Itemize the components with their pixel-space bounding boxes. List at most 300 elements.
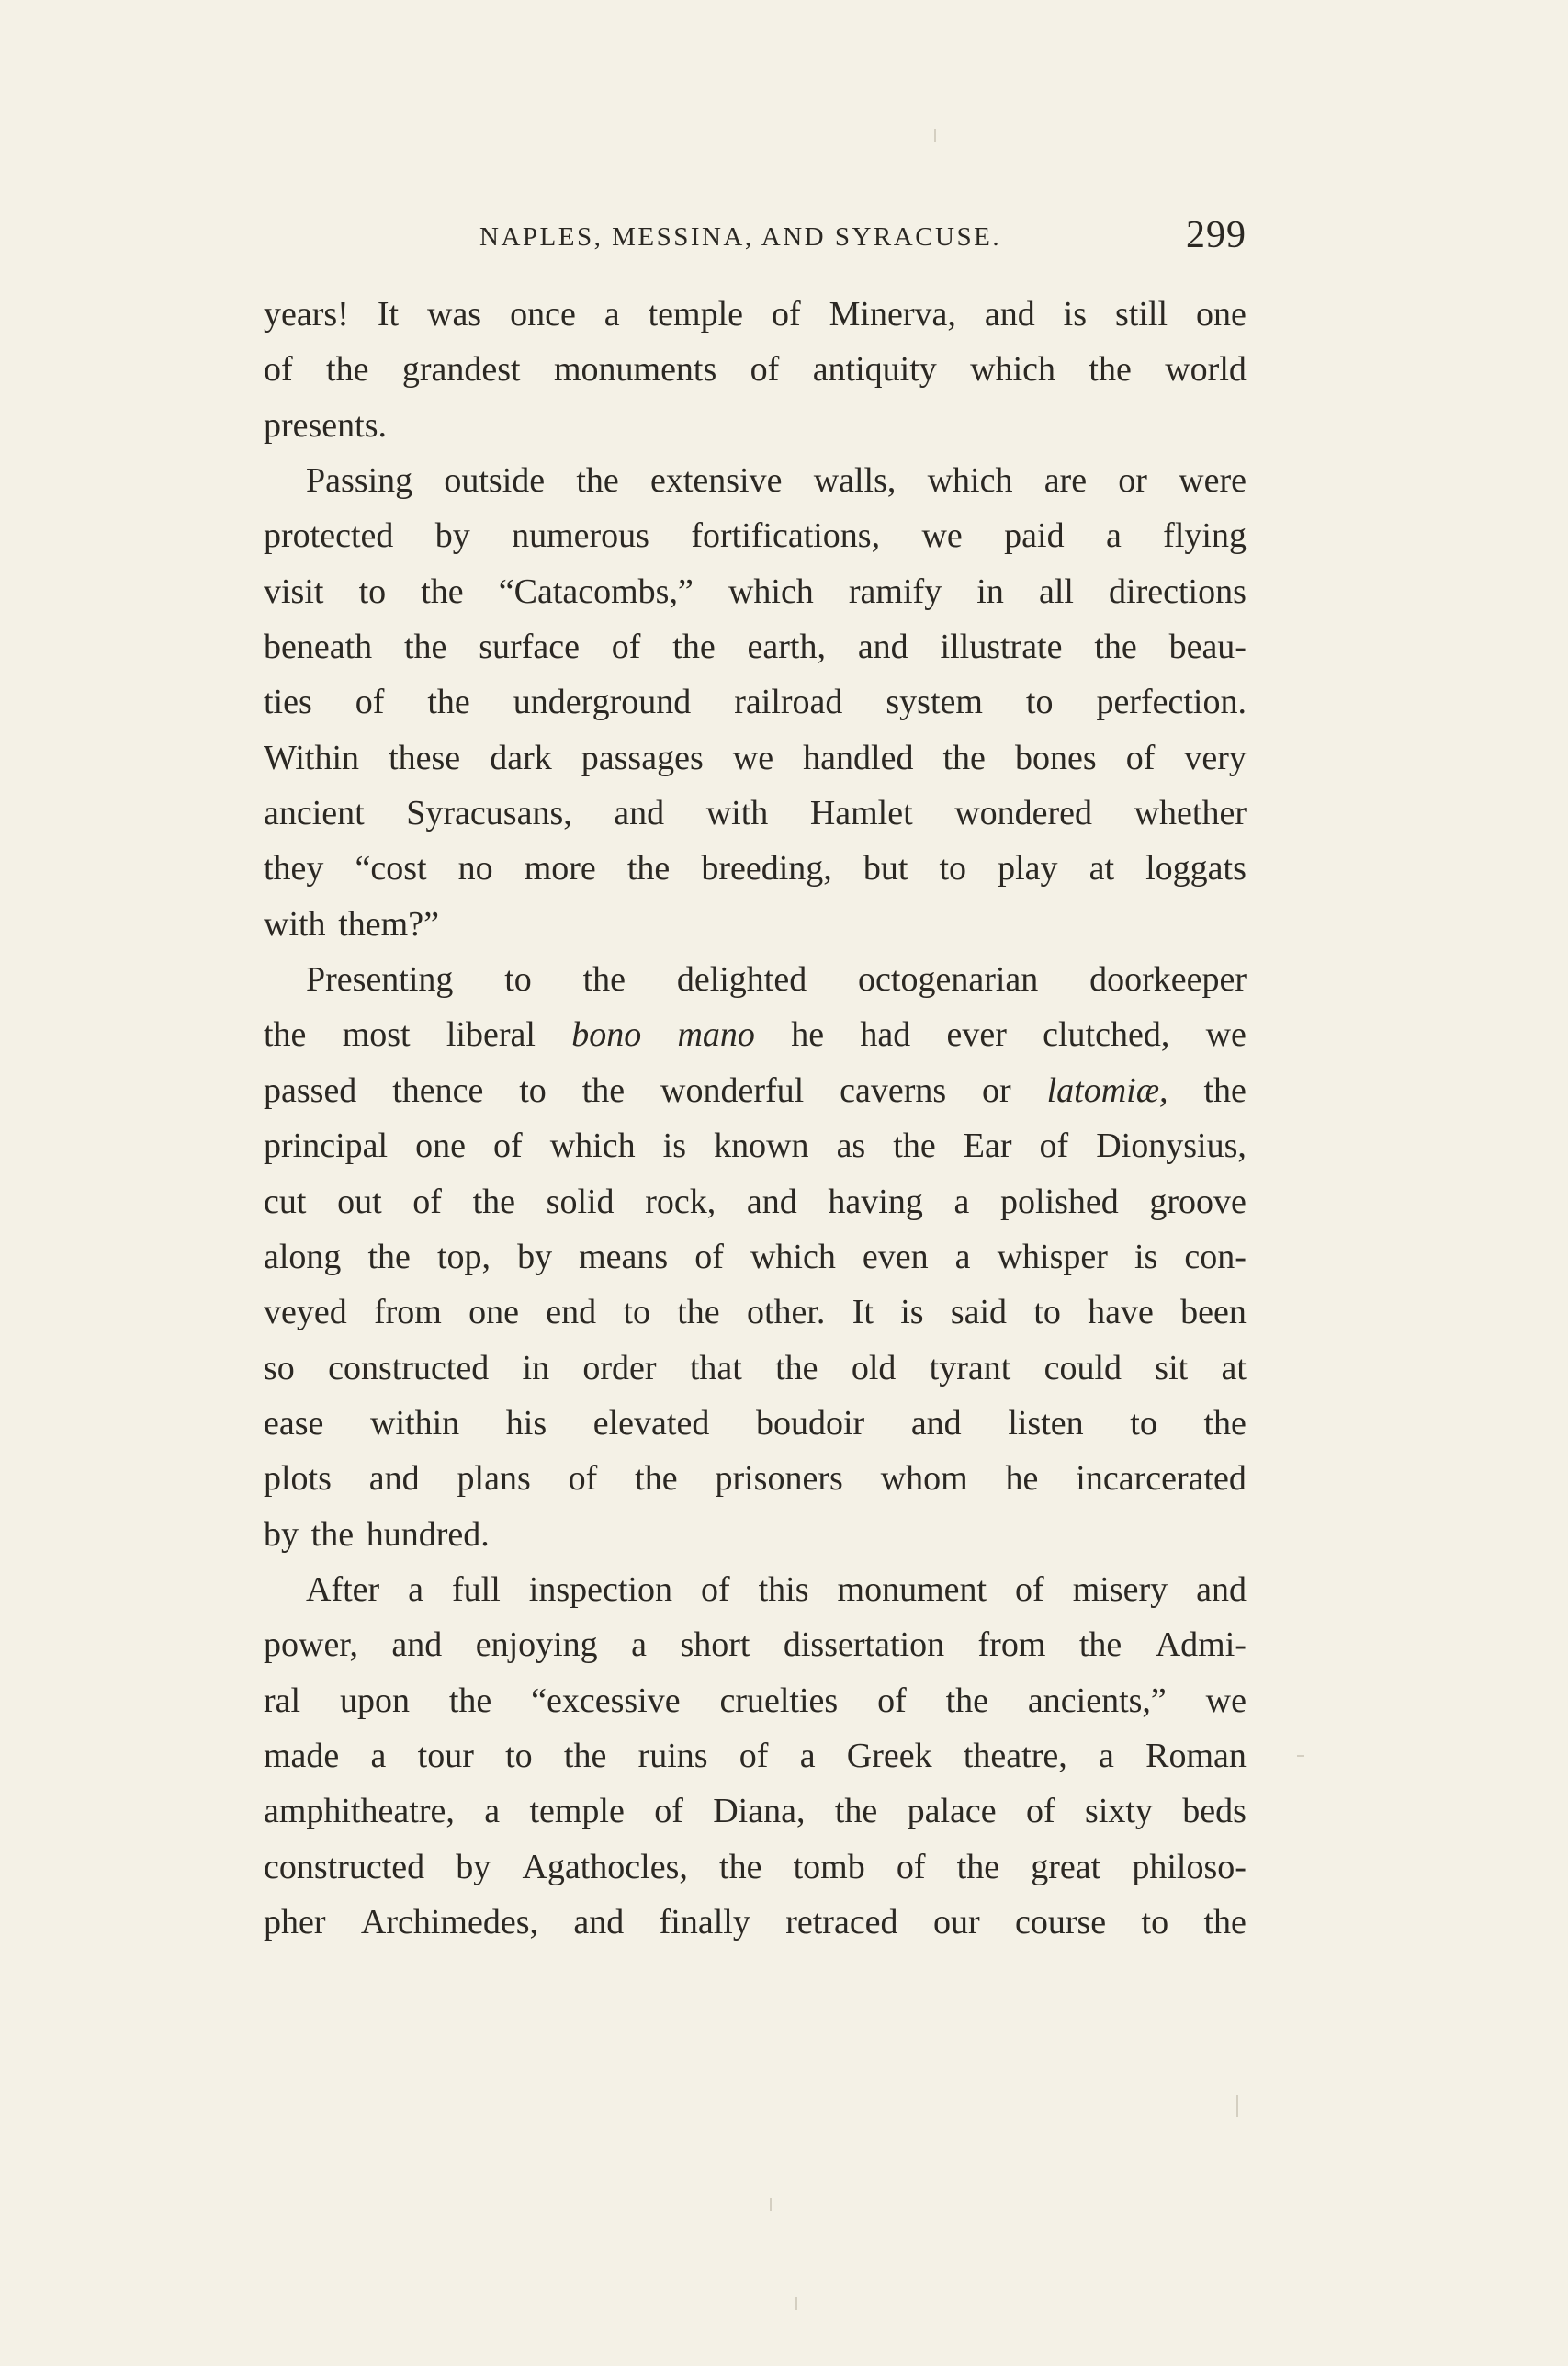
word: by bbox=[456, 1847, 491, 1886]
word: a bbox=[631, 1625, 647, 1665]
text-line bbox=[264, 453, 1247, 508]
word: of bbox=[739, 1736, 769, 1775]
word: system bbox=[886, 683, 983, 722]
paper-speck bbox=[1297, 1755, 1304, 1757]
word: having bbox=[828, 1182, 923, 1221]
word: the bbox=[945, 1681, 989, 1720]
word: beds bbox=[1182, 1792, 1247, 1831]
word: play bbox=[998, 849, 1058, 889]
word: illustrate bbox=[940, 628, 1063, 667]
word: the bbox=[956, 1847, 1000, 1886]
word: have bbox=[1088, 1293, 1154, 1332]
word: a bbox=[799, 1736, 816, 1775]
word: we bbox=[921, 516, 963, 556]
word: our bbox=[932, 1902, 980, 1941]
text-line bbox=[264, 730, 1247, 786]
word: Roman bbox=[1145, 1736, 1247, 1775]
text-line bbox=[264, 841, 1247, 896]
word: is bbox=[1134, 1237, 1158, 1276]
word: Ear bbox=[963, 1126, 1012, 1166]
word: one bbox=[468, 1293, 520, 1332]
word: to bbox=[519, 1070, 547, 1110]
word: monuments bbox=[553, 350, 717, 390]
paper-speck bbox=[795, 2297, 797, 2310]
word: them?” bbox=[338, 904, 439, 944]
word: full bbox=[452, 1569, 501, 1609]
word: Minerva, bbox=[829, 295, 956, 334]
word: inspection bbox=[528, 1569, 672, 1609]
word: handled bbox=[803, 738, 914, 777]
word: a bbox=[953, 1182, 970, 1221]
word: directions bbox=[1109, 572, 1247, 611]
word: cut bbox=[264, 1182, 307, 1221]
text-line bbox=[264, 287, 1247, 342]
word: ramify bbox=[848, 572, 942, 611]
italic-word: mano bbox=[677, 1015, 755, 1055]
word: temple bbox=[648, 295, 744, 334]
word: the bbox=[367, 1237, 411, 1276]
word: to bbox=[505, 1736, 533, 1775]
word: groove bbox=[1149, 1182, 1247, 1221]
word: means bbox=[579, 1237, 669, 1276]
text-line bbox=[264, 1840, 1247, 1895]
word: delighted bbox=[676, 960, 807, 1000]
word: one bbox=[1196, 295, 1247, 334]
word: and bbox=[614, 794, 665, 833]
word: more bbox=[524, 849, 596, 889]
word: finally bbox=[659, 1902, 750, 1941]
word: other. bbox=[746, 1293, 826, 1332]
word: one bbox=[415, 1126, 466, 1166]
word: of bbox=[694, 1237, 724, 1276]
word: were bbox=[1179, 461, 1247, 501]
word: fortifications, bbox=[691, 516, 881, 556]
word: Hamlet bbox=[809, 794, 913, 833]
word: retraced bbox=[785, 1902, 898, 1941]
word: After bbox=[306, 1569, 380, 1609]
word: of bbox=[493, 1126, 523, 1166]
word: order bbox=[582, 1348, 657, 1387]
word: Within bbox=[264, 738, 360, 777]
word: very bbox=[1184, 738, 1247, 777]
word: the bbox=[626, 849, 671, 889]
word: is bbox=[900, 1293, 924, 1332]
word: presents. bbox=[264, 405, 388, 445]
word: palace bbox=[907, 1792, 997, 1831]
word: antiquity bbox=[812, 350, 937, 390]
word: of bbox=[750, 350, 780, 390]
word: short bbox=[680, 1625, 750, 1665]
word: of bbox=[568, 1459, 598, 1499]
word: perfection. bbox=[1096, 683, 1247, 722]
word: to bbox=[623, 1293, 650, 1332]
word: tomb bbox=[793, 1847, 865, 1886]
word: of bbox=[772, 295, 801, 334]
word: the bbox=[1078, 1625, 1122, 1665]
word: made bbox=[264, 1736, 340, 1775]
word: to bbox=[504, 960, 532, 1000]
word: top, bbox=[436, 1237, 491, 1276]
word: hundred. bbox=[366, 1514, 490, 1554]
word: to bbox=[1033, 1293, 1061, 1332]
text-line bbox=[264, 342, 1247, 397]
word: which bbox=[728, 572, 814, 611]
italic-word: latomiæ, bbox=[1046, 1070, 1168, 1110]
text-line bbox=[264, 1007, 1247, 1062]
word: of bbox=[896, 1847, 926, 1886]
word: the bbox=[635, 1459, 678, 1499]
word: he bbox=[791, 1015, 825, 1055]
word: temple bbox=[529, 1792, 625, 1831]
word: a bbox=[484, 1792, 501, 1831]
word: of bbox=[611, 628, 641, 667]
body-text bbox=[264, 287, 1247, 1950]
word: by bbox=[264, 1514, 299, 1554]
word: ancients,” bbox=[1027, 1681, 1167, 1720]
word: protected bbox=[264, 516, 394, 556]
text-line bbox=[264, 1728, 1247, 1783]
word: this bbox=[758, 1569, 809, 1609]
word: with bbox=[264, 904, 326, 944]
word: rock, bbox=[645, 1182, 716, 1221]
word: Agathocles, bbox=[522, 1847, 688, 1886]
word: loggats bbox=[1145, 849, 1247, 889]
word: the bbox=[677, 1293, 720, 1332]
text-line bbox=[264, 1118, 1247, 1173]
word: to bbox=[1141, 1902, 1169, 1941]
word: from bbox=[374, 1293, 442, 1332]
word: con- bbox=[1184, 1237, 1247, 1276]
text-line bbox=[264, 619, 1247, 674]
word: walls, bbox=[813, 461, 897, 501]
text-line bbox=[264, 1285, 1247, 1340]
word: of bbox=[1015, 1569, 1044, 1609]
word: the bbox=[1089, 350, 1132, 390]
word: ease bbox=[264, 1403, 324, 1443]
word: are bbox=[1043, 461, 1088, 501]
word: had bbox=[860, 1015, 911, 1055]
word: principal bbox=[264, 1126, 389, 1166]
text-line bbox=[264, 897, 1247, 952]
word: whom bbox=[880, 1459, 968, 1499]
word: at bbox=[1221, 1348, 1247, 1387]
word: caverns bbox=[840, 1070, 947, 1110]
running-head bbox=[264, 213, 1247, 268]
word: and bbox=[368, 1459, 420, 1499]
text-line bbox=[264, 1673, 1247, 1728]
word: passed bbox=[264, 1070, 357, 1110]
word: sit bbox=[1155, 1348, 1189, 1387]
word: the bbox=[581, 1070, 626, 1110]
word: said bbox=[950, 1293, 1008, 1332]
word: and bbox=[857, 628, 908, 667]
word: tyrant bbox=[929, 1348, 1011, 1387]
word: tour bbox=[417, 1736, 474, 1775]
word: the bbox=[582, 960, 626, 1000]
word: and bbox=[391, 1625, 443, 1665]
text-line bbox=[264, 674, 1247, 730]
word: pher bbox=[264, 1902, 326, 1941]
paper-speck bbox=[934, 129, 936, 142]
word: of bbox=[264, 350, 293, 390]
word: along bbox=[264, 1237, 342, 1276]
word: the bbox=[421, 572, 464, 611]
word: the bbox=[448, 1681, 492, 1720]
word: monument bbox=[837, 1569, 987, 1609]
text-line bbox=[264, 786, 1247, 841]
word: his bbox=[505, 1403, 547, 1443]
text-line bbox=[264, 1783, 1247, 1839]
word: old bbox=[851, 1348, 897, 1387]
word: which bbox=[549, 1126, 636, 1166]
word: to bbox=[358, 572, 387, 611]
word: cruelties bbox=[719, 1681, 839, 1720]
word: which bbox=[970, 350, 1056, 390]
word: the bbox=[576, 461, 619, 501]
word: numerous bbox=[512, 516, 649, 556]
word: a bbox=[1105, 516, 1122, 556]
word: power, bbox=[264, 1625, 358, 1665]
word: of bbox=[877, 1681, 907, 1720]
text-line bbox=[264, 1562, 1247, 1617]
word: the bbox=[672, 628, 716, 667]
word: “excessive bbox=[531, 1681, 681, 1720]
italic-word: bono bbox=[571, 1015, 642, 1055]
word: theatre, bbox=[963, 1736, 1067, 1775]
word: even bbox=[862, 1237, 929, 1276]
word: is bbox=[1063, 295, 1088, 334]
word: to bbox=[1130, 1403, 1157, 1443]
word: by bbox=[517, 1237, 553, 1276]
text-line bbox=[264, 564, 1247, 619]
word: plans bbox=[457, 1459, 531, 1499]
word: solid bbox=[546, 1182, 615, 1221]
word: that bbox=[689, 1348, 742, 1387]
word: Greek bbox=[846, 1736, 932, 1775]
word: a bbox=[370, 1736, 387, 1775]
word: known bbox=[714, 1126, 809, 1166]
word: course bbox=[1014, 1902, 1107, 1941]
word: world bbox=[1165, 350, 1247, 390]
word: It bbox=[377, 295, 400, 334]
word: or bbox=[982, 1070, 1011, 1110]
word: constructed bbox=[264, 1847, 425, 1886]
word: visit bbox=[264, 572, 324, 611]
word: so bbox=[264, 1348, 295, 1387]
word: Dionysius, bbox=[1096, 1126, 1247, 1166]
word: and bbox=[573, 1902, 625, 1941]
paper-speck bbox=[1236, 2095, 1238, 2117]
word: upon bbox=[339, 1681, 410, 1720]
word: the bbox=[1203, 1902, 1247, 1941]
word: years! bbox=[264, 295, 349, 334]
word: liberal bbox=[446, 1015, 536, 1055]
word: is bbox=[662, 1126, 687, 1166]
word: the bbox=[1094, 628, 1137, 667]
word: “Catacombs,” bbox=[498, 572, 694, 611]
word: the bbox=[893, 1126, 936, 1166]
word: bones bbox=[1014, 738, 1097, 777]
word: the bbox=[775, 1348, 818, 1387]
word: ancient bbox=[264, 794, 365, 833]
word: railroad bbox=[734, 683, 843, 722]
word: listen bbox=[1008, 1403, 1084, 1443]
word: once bbox=[510, 295, 576, 334]
word: we bbox=[732, 738, 774, 777]
word: plots bbox=[264, 1459, 332, 1499]
word: Admi- bbox=[1155, 1625, 1247, 1665]
word: no bbox=[457, 849, 493, 889]
text-line bbox=[264, 1895, 1247, 1950]
word: Syracusans, bbox=[406, 794, 572, 833]
word: but bbox=[863, 849, 908, 889]
word: prisoners bbox=[715, 1459, 843, 1499]
page-number: 299 bbox=[1186, 214, 1247, 256]
word: as bbox=[836, 1126, 866, 1166]
word: of bbox=[1026, 1792, 1055, 1831]
word: wondered bbox=[954, 794, 1093, 833]
text-line bbox=[264, 1063, 1247, 1118]
word: with bbox=[705, 794, 769, 833]
text-line bbox=[264, 1341, 1247, 1396]
word: the bbox=[264, 1015, 307, 1055]
word: and bbox=[984, 295, 1035, 334]
word: Passing bbox=[306, 461, 413, 501]
word: to bbox=[1025, 683, 1054, 722]
word: still bbox=[1115, 295, 1168, 334]
word: a bbox=[1098, 1736, 1114, 1775]
text-line bbox=[264, 1451, 1247, 1506]
word: beneath bbox=[264, 628, 373, 667]
word: the bbox=[326, 350, 369, 390]
word: clutched, bbox=[1043, 1015, 1170, 1055]
text-line bbox=[264, 1174, 1247, 1229]
text-line bbox=[264, 398, 1247, 453]
word: in bbox=[522, 1348, 550, 1387]
word: constructed bbox=[328, 1348, 490, 1387]
word: was bbox=[427, 295, 482, 334]
word: whisper bbox=[997, 1237, 1108, 1276]
running-title: NAPLES, MESSINA, AND SYRACUSE. bbox=[479, 222, 1002, 252]
word: veyed bbox=[264, 1293, 347, 1332]
text-line bbox=[264, 1229, 1247, 1285]
word: of bbox=[355, 683, 385, 722]
word: the bbox=[563, 1736, 607, 1775]
text-line bbox=[264, 1396, 1247, 1451]
word: within bbox=[370, 1403, 460, 1443]
word: breeding, bbox=[701, 849, 832, 889]
word: sixty bbox=[1085, 1792, 1153, 1831]
word: grandest bbox=[401, 350, 521, 390]
word: beau- bbox=[1168, 628, 1247, 667]
word: misery bbox=[1072, 1569, 1168, 1609]
word: and bbox=[910, 1403, 962, 1443]
word: the bbox=[942, 738, 986, 777]
word: flying bbox=[1163, 516, 1247, 556]
word: ruins bbox=[637, 1736, 708, 1775]
word: of bbox=[654, 1792, 683, 1831]
word: whether bbox=[1134, 794, 1247, 833]
word: out bbox=[337, 1182, 382, 1221]
word: by bbox=[434, 516, 470, 556]
word: passages bbox=[581, 738, 704, 777]
word: we bbox=[1205, 1681, 1247, 1720]
text-line bbox=[264, 952, 1247, 1007]
word: or bbox=[1118, 461, 1147, 501]
word: “cost bbox=[355, 849, 427, 889]
word: dark bbox=[490, 738, 552, 777]
word: ral bbox=[264, 1681, 301, 1720]
word: and bbox=[746, 1182, 797, 1221]
word: the bbox=[834, 1792, 878, 1831]
word: wonderful bbox=[660, 1070, 805, 1110]
word: extensive bbox=[649, 461, 783, 501]
word: the bbox=[1203, 1403, 1247, 1443]
word: they bbox=[264, 849, 324, 889]
word: philoso- bbox=[1132, 1847, 1247, 1886]
word: Presenting bbox=[306, 960, 454, 1000]
word: to bbox=[939, 849, 967, 889]
word: from bbox=[977, 1625, 1046, 1665]
word: the bbox=[427, 683, 470, 722]
word: of bbox=[412, 1182, 442, 1221]
word: of bbox=[1039, 1126, 1069, 1166]
word: elevated bbox=[592, 1403, 710, 1443]
word: which bbox=[750, 1237, 836, 1276]
word: incarcerated bbox=[1076, 1459, 1247, 1499]
word: earth, bbox=[747, 628, 826, 667]
word: in bbox=[976, 572, 1004, 611]
word: Archimedes, bbox=[360, 1902, 539, 1941]
word: ties bbox=[264, 683, 312, 722]
word: the bbox=[472, 1182, 516, 1221]
word: a bbox=[604, 295, 620, 334]
word: polished bbox=[999, 1182, 1119, 1221]
word: could bbox=[1043, 1348, 1122, 1387]
word: a bbox=[408, 1569, 424, 1609]
word: ever bbox=[946, 1015, 1007, 1055]
word: the bbox=[719, 1847, 762, 1886]
word: thence bbox=[392, 1070, 484, 1110]
word: and bbox=[1196, 1569, 1247, 1609]
word: we bbox=[1205, 1015, 1247, 1055]
word: doorkeeper bbox=[1089, 960, 1247, 1000]
word: the bbox=[310, 1514, 355, 1554]
word: surface bbox=[479, 628, 580, 667]
word: of bbox=[700, 1569, 730, 1609]
word: underground bbox=[513, 683, 692, 722]
word: he bbox=[1005, 1459, 1039, 1499]
word: the bbox=[403, 628, 447, 667]
word: all bbox=[1038, 572, 1074, 611]
word: paid bbox=[1004, 516, 1065, 556]
word: dissertation bbox=[783, 1625, 945, 1665]
word: It bbox=[852, 1293, 874, 1332]
word: a bbox=[954, 1237, 971, 1276]
text-line bbox=[264, 1617, 1247, 1672]
word: amphitheatre, bbox=[264, 1792, 455, 1831]
word: been bbox=[1180, 1293, 1247, 1332]
word: which bbox=[927, 461, 1013, 501]
word: end bbox=[546, 1293, 597, 1332]
word: Diana, bbox=[713, 1792, 806, 1831]
text-line bbox=[264, 508, 1247, 563]
word: great bbox=[1031, 1847, 1101, 1886]
text-line bbox=[264, 1507, 1247, 1562]
word: most bbox=[342, 1015, 411, 1055]
word: enjoying bbox=[475, 1625, 598, 1665]
paper-speck bbox=[770, 2198, 772, 2211]
